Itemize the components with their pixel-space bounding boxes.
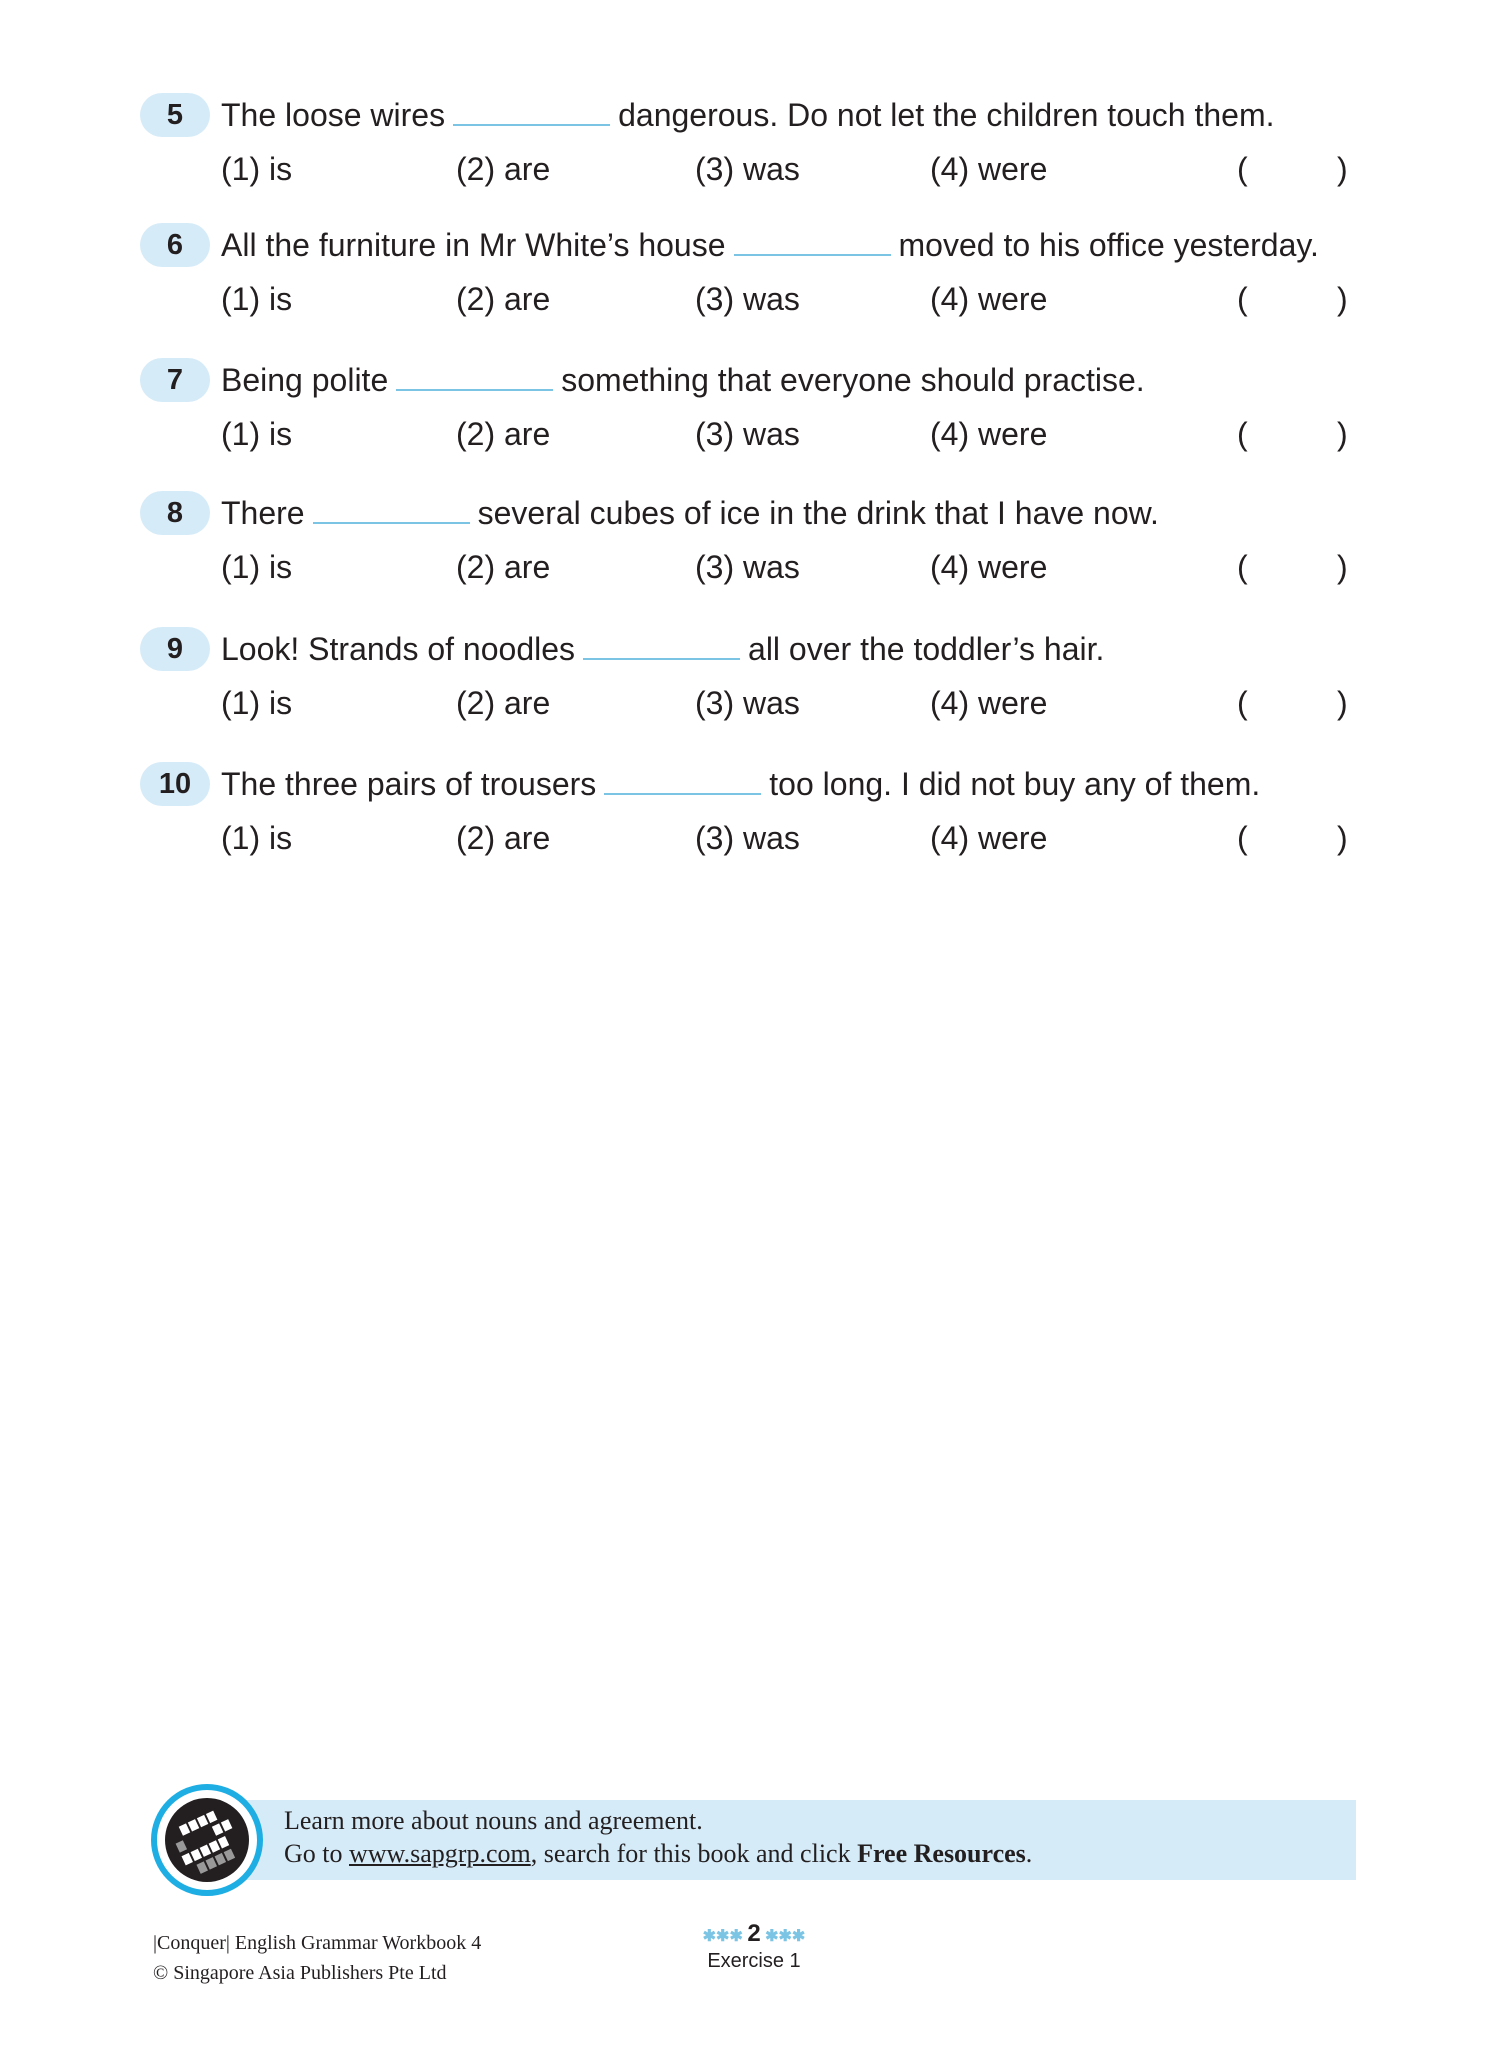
option-2[interactable]: (2) are	[456, 281, 551, 317]
question-10	[140, 766, 1380, 904]
answer-box[interactable]	[1252, 818, 1332, 858]
answer-blank[interactable]	[583, 630, 740, 660]
question-stem	[221, 629, 1104, 669]
question-9	[140, 631, 1380, 769]
stem-before: There	[221, 495, 305, 531]
answer-blank[interactable]	[604, 765, 761, 795]
option-4[interactable]: (4) were	[930, 549, 1048, 585]
option-4[interactable]: (4) were	[930, 685, 1048, 721]
answer-blank[interactable]	[453, 96, 610, 126]
question-6	[140, 227, 1380, 365]
answer-paren-open: (	[1237, 416, 1248, 452]
option-4[interactable]: (4) were	[930, 820, 1048, 856]
answer-blank[interactable]	[313, 494, 470, 524]
option-2[interactable]: (2) are	[456, 820, 551, 856]
answer-paren-open: (	[1237, 549, 1248, 585]
answer-box[interactable]	[1252, 547, 1332, 587]
answer-paren-close: )	[1337, 685, 1348, 721]
answer-paren-close: )	[1337, 416, 1348, 452]
answer-blank[interactable]	[396, 361, 553, 391]
question-stem	[221, 225, 1319, 265]
option-1[interactable]: (1) is	[221, 685, 293, 721]
option-4[interactable]: (4) were	[930, 281, 1048, 317]
answer-paren-close: )	[1337, 820, 1348, 856]
free-resources-label: Free Resources	[857, 1839, 1026, 1868]
star-decoration-icon: ✱✱✱	[760, 1928, 806, 1945]
option-4[interactable]: (4) were	[930, 151, 1048, 187]
option-2[interactable]: (2) are	[456, 685, 551, 721]
stem-after: dangerous. Do not let the children touch them.	[618, 97, 1275, 133]
question-stem	[221, 493, 1159, 533]
star-decoration-icon: ✱✱✱	[702, 1928, 748, 1945]
answer-box[interactable]	[1252, 149, 1332, 189]
option-1[interactable]: (1) is	[221, 820, 293, 856]
answer-box[interactable]	[1252, 279, 1332, 319]
answer-paren-open: (	[1237, 151, 1248, 187]
question-number-badge: 10	[140, 762, 210, 806]
stem-after: all over the toddler’s hair.	[748, 631, 1105, 667]
option-2[interactable]: (2) are	[456, 416, 551, 452]
stem-after: several cubes of ice in the drink that I have now.	[477, 495, 1159, 531]
stem-before: Being polite	[221, 362, 389, 398]
answer-paren-close: )	[1337, 151, 1348, 187]
answer-paren-open: (	[1237, 281, 1248, 317]
answer-box[interactable]	[1252, 414, 1332, 454]
answer-blank[interactable]	[734, 226, 891, 256]
question-number-badge: 8	[140, 491, 210, 535]
answer-paren-open: (	[1237, 820, 1248, 856]
option-3[interactable]: (3) was	[695, 151, 800, 187]
stem-after: too long. I did not buy any of them.	[769, 766, 1261, 802]
option-3[interactable]: (3) was	[695, 685, 800, 721]
copyright: © Singapore Asia Publishers Pte Ltd	[153, 1962, 447, 1984]
banner-text: Go to	[284, 1839, 349, 1868]
stem-before: All the furniture in Mr White’s house	[221, 227, 726, 263]
option-3[interactable]: (3) was	[695, 281, 800, 317]
banner-line-1: Learn more about nouns and agreement.	[284, 1806, 703, 1835]
banner-text: .	[1025, 1839, 1033, 1868]
page-number-value: 2	[747, 1920, 761, 1947]
banner-text: , search for this book and click	[530, 1839, 858, 1868]
banner-line-2	[284, 1839, 1032, 1869]
page-number	[694, 1920, 814, 1948]
stem-before: The loose wires	[221, 97, 446, 133]
question-stem	[221, 764, 1260, 804]
question-stem	[221, 360, 1145, 400]
option-3[interactable]: (3) was	[695, 416, 800, 452]
option-2[interactable]: (2) are	[456, 151, 551, 187]
answer-paren-close: )	[1337, 549, 1348, 585]
question-number-badge: 5	[140, 93, 210, 137]
question-stem	[221, 95, 1275, 135]
book-title: |Conquer| English Grammar Workbook 4	[153, 1932, 482, 1954]
option-1[interactable]: (1) is	[221, 151, 293, 187]
option-1[interactable]: (1) is	[221, 281, 293, 317]
stem-before: The three pairs of trousers	[221, 766, 597, 802]
option-4[interactable]: (4) were	[930, 416, 1048, 452]
stem-after: something that everyone should practise.	[561, 362, 1145, 398]
answer-paren-close: )	[1337, 281, 1348, 317]
option-1[interactable]: (1) is	[221, 549, 293, 585]
option-1[interactable]: (1) is	[221, 416, 293, 452]
question-8	[140, 495, 1380, 633]
section-label: Exercise 1	[707, 1950, 801, 1972]
question-number-badge: 6	[140, 223, 210, 267]
question-7	[140, 362, 1380, 500]
sapgrp-link[interactable]: www.sapgrp.com	[349, 1839, 531, 1868]
stem-before: Look! Strands of noodles	[221, 631, 576, 667]
online-resources-icon	[151, 1784, 263, 1896]
option-3[interactable]: (3) was	[695, 820, 800, 856]
question-number-badge: 9	[140, 627, 210, 671]
option-3[interactable]: (3) was	[695, 549, 800, 585]
option-2[interactable]: (2) are	[456, 549, 551, 585]
stem-after: moved to his office yesterday.	[898, 227, 1319, 263]
question-5	[140, 97, 1380, 235]
question-number-badge: 7	[140, 358, 210, 402]
answer-box[interactable]	[1252, 683, 1332, 723]
answer-paren-open: (	[1237, 685, 1248, 721]
